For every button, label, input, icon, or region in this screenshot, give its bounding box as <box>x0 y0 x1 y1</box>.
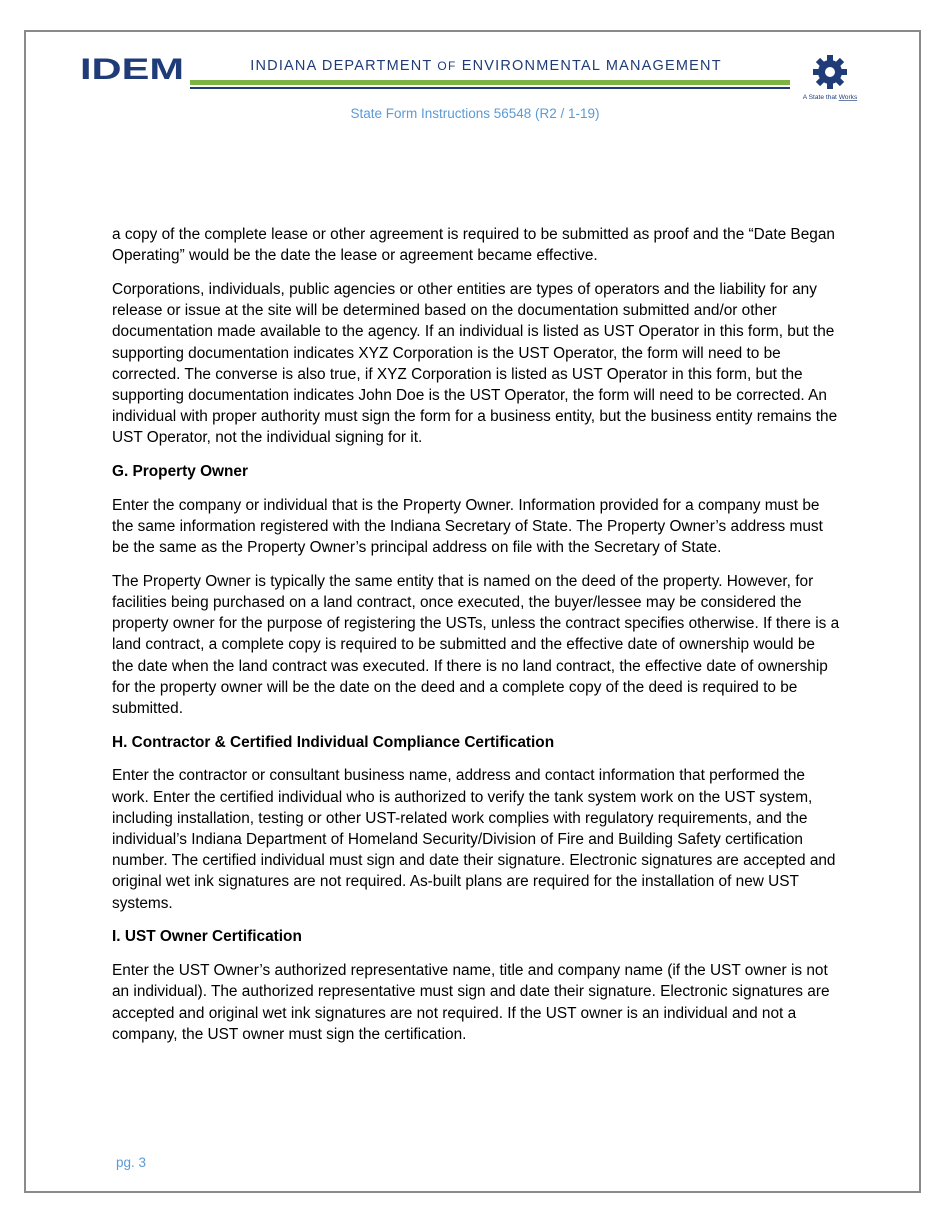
section-i-paragraph-1: Enter the UST Owner’s authorized representative name, title and company name (if the UST owner is not an individual). The authorized representative must sign and date their signature. Electronic signatures are accepted and original wet ink signatures are not required. If the UST owner is an individual and not a company, the UST owner must sign the certification. <box>112 962 830 1043</box>
document-body <box>112 224 840 1057</box>
section-g-paragraph-2: The Property Owner is typically the same entity that is named on the deed of the property. However, for facilities being purchased on a land contract, once executed, the buyer/lessee may be considered the property owner for the purpose of registering the USTs, unless the contract specifies otherwise. If there is a land contract, a complete copy is required to be submitted and the effective date of ownership would be the date when the land contract was executed. If there is no land contract, the effective date of ownership for the property owner will be the date on the deed and a complete copy of the deed is required to be submitted. <box>112 572 840 718</box>
idem-logo-text: IDEM <box>80 54 184 82</box>
agency-name-part2: ENVIRONMENTAL MANAGEMENT <box>461 58 722 74</box>
body-paragraph-lease: a copy of the complete lease or other agreement is required to be submitted as proof and the “Date Began Operating” would be the date the lease or agreement became effective. <box>112 226 835 265</box>
agency-name-part1: INDIANA DEPARTMENT <box>250 58 433 74</box>
header-rule-blue <box>190 87 790 89</box>
form-number: State Form Instructions 56548 (R2 / 1-19) <box>350 106 600 121</box>
state-seal-icon <box>800 52 860 102</box>
seal-tagline: A State that Works <box>802 94 858 101</box>
gear-icon <box>813 55 847 89</box>
section-g-paragraph-1: Enter the company or individual that is the Property Owner. Information provided for a company must be the same information registered with the Indiana Secretary of State. The Property Owner’s address must be the same as the Property Owner’s principal address on file with the Secretary of State. <box>112 496 823 557</box>
body-paragraph-operators: Corporations, individuals, public agencies or other entities are types of operators and the liability for any release or issue at the site will be determined based on the documentation submitted and/or other documentation made available to the agency. If an individual is listed as UST Operator in this form, but the supporting documentation indicates XYZ Corporation is the UST Operator, the form will need to be corrected. The converse is also true, if XYZ Corporation is listed as UST Operator in this form, but the supporting documentation indicates John Doe is the UST Operator, the form will need to be corrected. An individual with proper authority must sign the form for a business entity, but the business entity remains the UST Operator, not the individual signing for it. <box>112 280 838 447</box>
header-rule-green <box>190 80 790 85</box>
section-h-paragraph-1: Enter the contractor or consultant business name, address and contact information that performed the work. Enter the certified individual who is authorized to verify the tank system work on the UST system, including installation, testing or other UST-related work complies with regulatory requirements, and the individual’s Indiana Department of Homeland Security/Division of Fire and Building Safety certification number. The certified individual must sign and date their signature. Electronic signatures are accepted and original wet ink signatures are not required. As-built plans are required for the installation of new UST systems. <box>112 767 836 912</box>
section-h-heading: H. Contractor & Certified Individual Compliance Certification <box>112 733 555 751</box>
idem-logo <box>80 54 185 82</box>
agency-name-of: OF <box>437 59 457 73</box>
section-g-heading: G. Property Owner <box>112 463 248 481</box>
section-i-heading: I. UST Owner Certification <box>112 928 302 946</box>
agency-name <box>196 58 776 74</box>
page-number: pg. 3 <box>116 1155 147 1170</box>
